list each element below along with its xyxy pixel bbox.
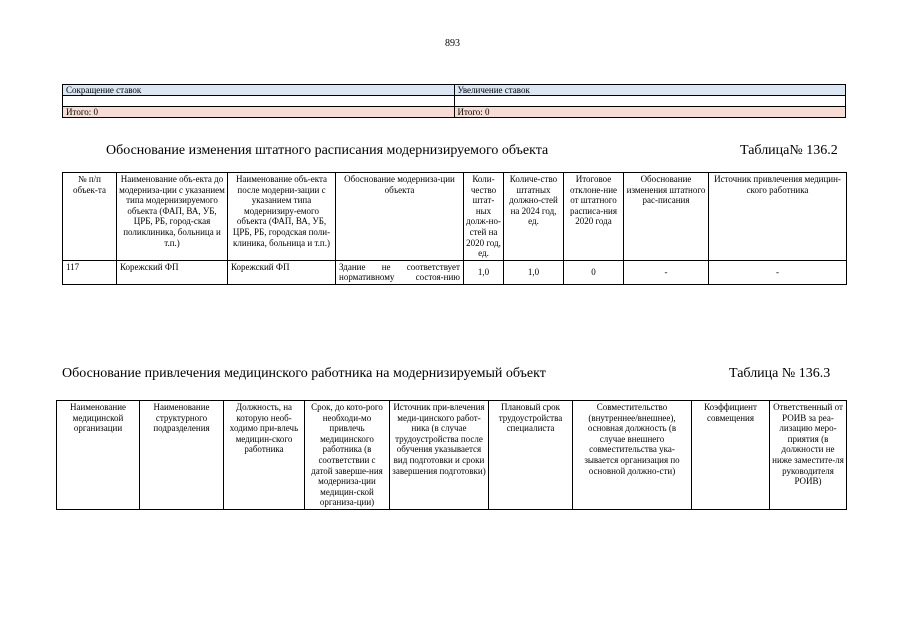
row-object-after: Корежский ФП [228,260,336,284]
staff-schedule-table [62,172,847,285]
col-medical-organization: Наименование медицинской организации [57,401,140,510]
summary-empty-cell [454,96,846,107]
medic-table-header-row [57,401,847,510]
col-planned-employment: Плановый срок трудоустройства специалиста [489,401,573,510]
page-number: 893 [445,38,460,49]
summary-header-row [63,85,846,96]
reduction-header: Сокращение ставок [63,85,455,96]
row-modernization-reason: Здание не соответствует нормативному состоя-нию [336,260,464,284]
col-deviation: Итоговое отклоне-ние от штатного расписа-ния 2020 года [564,173,624,261]
table-136-3-number: Таблица № 136.3 [729,366,831,381]
staff-table-header-row [63,173,847,261]
col-deadline: Срок, до кото-рого необходи-мо привлечь медицинского работника (в соответствии с датой заверше-ния модерниза-ции медицин-ской организа-ции) [305,401,390,510]
col-attraction-source: Источник при-влечения меди-цинского работ-ника (в случае трудоустройства после обучения указывается вид подготовки и сроки завершения подготовки) [390,401,489,510]
table-row [63,260,847,284]
summary-empty-row [63,96,846,107]
col-worker-source: Источник привлечения медицин-ского работника [709,173,847,261]
summary-total-row [63,107,846,118]
increase-header: Увеличение ставок [454,85,846,96]
row-object-before: Корежский ФП [117,260,228,284]
col-positions-2024: Количе-ство штатных должно-стей на 2024 год, ед. [504,173,564,261]
row-positions-2024: 1,0 [504,260,564,284]
reduction-total: Итого: 0 [63,107,455,118]
row-deviation: 0 [564,260,624,284]
col-positions-2020: Коли-чество штат-ных долж-но-стей на 2020 год, ед. [464,173,504,261]
summary-empty-cell [63,96,455,107]
increase-total: Итого: 0 [454,107,846,118]
table-136-2-number: Таблица№ 136.2 [740,143,838,158]
medical-worker-attraction-table [56,400,847,510]
col-responsible-official: Ответственный от РОИВ за реа-лизацию меро-приятия (в должности не ниже заместите-ля руководителя РОИВ) [770,401,847,510]
row-number: 117 [63,260,117,284]
col-combination-coefficient: Коэффициент совмещения [692,401,770,510]
col-modernization-reason: Обоснование модерниза-ции объекта [336,173,464,261]
col-change-reason: Обоснование изменения штатного рас-писания [624,173,709,261]
col-object-after: Наименование объ-екта после модерни-зации с указанием типа модернизиру-емого объекта (ФАП, ВА, УБ, ЦРБ, РБ, городская поли-клиника, больница и т.п.) [228,173,336,261]
col-position: Должность, на которую необ-ходимо при-влечь медицин-ского работника [224,401,305,510]
col-object-before: Наименование объ-екта до модерниза-ции с указанием типа модернизируемого объекта (ФАП, ВА, УБ, ЦРБ, РБ, город-ская поликлиника, больница и т.п.) [117,173,228,261]
row-worker-source: - [709,260,847,284]
table-136-2-title: Обоснование изменения штатного расписания модернизируемого объекта [106,143,549,158]
col-part-time: Совместительство (внутреннее/внешнее), основная должность (в случае внешнего совместительства ука-зывается организация по основной должно-сти) [573,401,692,510]
table-136-3-title: Обоснование привлечения медицинского работника на модернизируемый объект [62,366,546,381]
col-structural-unit: Наименование структурного подразделения [140,401,224,510]
col-number: № п/п объек-та [63,173,117,261]
row-change-reason: - [624,260,709,284]
row-positions-2020: 1,0 [464,260,504,284]
staff-change-summary-table [62,84,846,118]
